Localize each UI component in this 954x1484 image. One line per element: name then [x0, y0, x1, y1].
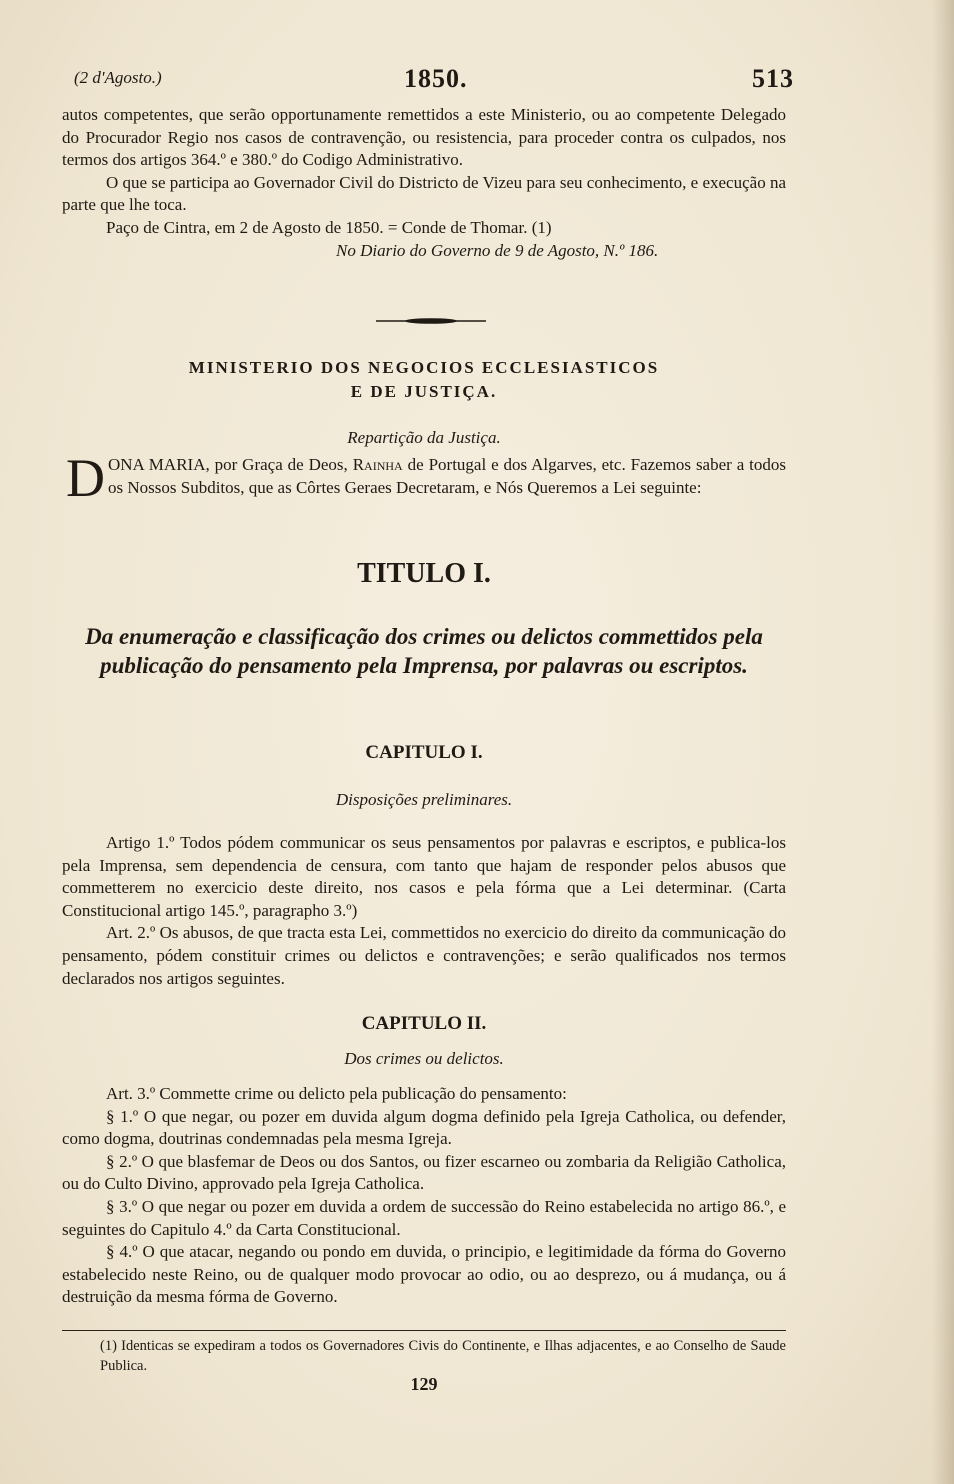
intro-paragraph-1: autos competentes, que serão opportunamente remettidos a este Ministerio, ou ao competente Delegado do Procurador Regio nos casos de contravenção, ou resistencia, para proceder contra os culpados, nos termos dos artigos 364.º e 380.º do Codigo Administrativo.: [62, 105, 786, 170]
intro-paragraph-2: O que se participa ao Governador Civil do Districto de Vizeu para seu conhecimento, e execução na parte que lhe toca.: [62, 172, 786, 215]
header-page-number: 513: [752, 64, 794, 93]
ministry-heading: [62, 356, 786, 404]
article-1: Artigo 1.º Todos pódem communicar os seus pensamentos por palavras e escriptos, e publica-los pela Imprensa, sem dependencia de censura, com tanto que hajam de responder pelos abusos que commetterem no exercicio deste direito, nos casos e pela fórma que a Lei determinar. (Carta Constitucional artigo 145.º, paragrapho 3.º): [62, 833, 786, 920]
paragraph-2: § 2.º O que blasfemar de Deos ou dos Santos, ou fizer escarneo ou zombaria da Religião Catholica, ou do Culto Divino, approvado pela Igreja Catholica.: [62, 1151, 786, 1194]
drop-cap: D: [66, 448, 105, 508]
article-2: Art. 2.º Os abusos, de que tracta esta Lei, commettidos no exercicio do direito da communicação do pensamento, pódem constituir crimes ou delictos e contravenções; e serão qualificados nos termos declarados nos artigos seguintes.: [62, 923, 786, 988]
footnote-divider: [62, 1330, 786, 1331]
decree-text-rest: de Portugal e dos Algarves, etc. Fazemos saber a todos os Nossos Subditos, que as Côrtes Geraes Decretaram, e Nós Queremos a Lei seguinte:: [108, 455, 787, 497]
intro-block: [62, 104, 786, 262]
header-date: (2 d'Agosto.): [74, 68, 162, 87]
paragraph-3: § 3.º O que negar ou pozer em duvida a ordem de successão do Reino estabelecida no artigo 86.º, e seguintes do Capitulo 4.º da Carta Constitucional.: [62, 1196, 786, 1239]
capitulo-2-articles: [62, 1083, 786, 1309]
capitulo-1-subtitle: Disposições preliminares.: [335, 790, 513, 809]
section-divider-ornament: [376, 318, 486, 324]
decree-rainha: Rainha: [352, 455, 403, 474]
article-3: Art. 3.º Commette crime ou delicto pela publicação do pensamento:: [106, 1084, 567, 1103]
ministry-line-2: E DE JUSTIÇA.: [350, 382, 498, 401]
capitulo-2-subtitle: Dos crimes ou delictos.: [344, 1049, 504, 1068]
ministry-line-1: MINISTERIO DOS NEGOCIOS ECCLESIASTICOS: [188, 358, 660, 377]
footnote: [62, 1336, 786, 1376]
header-year: 1850.: [404, 64, 468, 93]
capitulo-1-articles: [62, 832, 786, 990]
page-edge-shadow: [932, 0, 954, 1484]
decree-text-start: ONA MARIA, por Graça de Deos,: [108, 455, 353, 474]
decree-opening: [66, 448, 787, 508]
footnote-text: (1) Identicas se expediram a todos os Governadores Civis do Continente, e Ilhas adjacentes, e ao Conselho de Saude Publica.: [100, 1338, 786, 1374]
capitulo-1-heading: CAPITULO I.: [365, 742, 483, 763]
reparticao-heading: Repartição da Justiça.: [347, 428, 501, 447]
signature-number: 129: [410, 1374, 438, 1394]
paragraph-1: § 1.º O que negar, ou pozer em duvida algum dogma definido pela Igreja Catholica, ou defender, como dogma, doutrinas condemnadas pela mesma Igreja.: [62, 1106, 786, 1149]
page-header: [74, 64, 794, 98]
capitulo-2-heading: CAPITULO II.: [361, 1013, 487, 1034]
titulo-heading: TITULO I.: [357, 558, 491, 589]
paragraph-4: § 4.º O que atacar, negando ou pondo em duvida, o principio, e legitimidade da fórma do Governo estabelecido neste Reino, ou de qualquer modo provocar ao odio, ou ao desprezo, ou á mudança, ou á destruição da mesma fórma de Governo.: [62, 1242, 786, 1307]
intro-diario: No Diario do Governo de 9 de Agosto, N.º 186.: [336, 240, 659, 260]
titulo-description: Da enumeração e classificação dos crimes ou delictos commettidos pela publicação do pensamento pela Imprensa, por palavras ou escriptos.: [85, 624, 763, 678]
intro-signature: Paço de Cintra, em 2 de Agosto de 1850. = Conde de Thomar. (1): [106, 217, 552, 237]
